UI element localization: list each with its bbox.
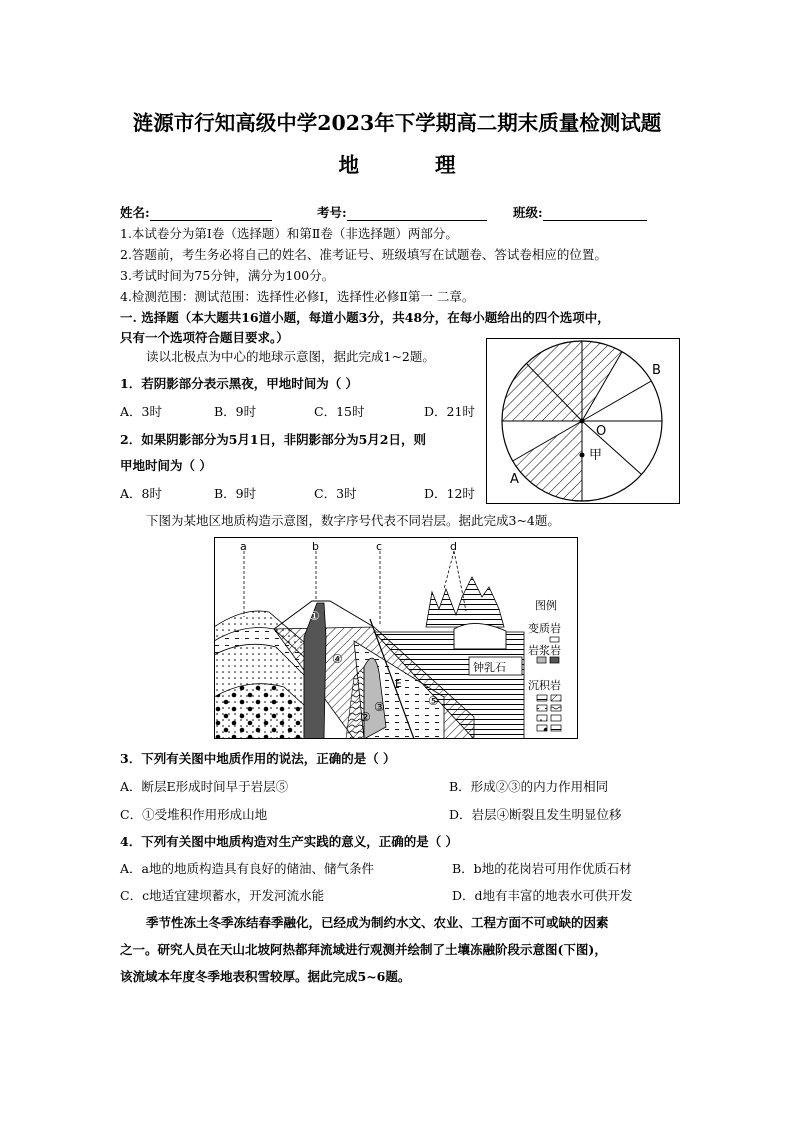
shaded-sector-bottom [513,421,582,501]
legend-swatch-sed-2 [551,695,561,701]
label-fault-E: E [395,677,402,690]
jia-point [580,453,585,458]
q4-option-b[interactable]: B．b地的花岗岩可用作优质石材 [452,861,632,876]
class-field[interactable] [513,203,647,221]
note-2: 2.答题前，考生务必将自己的姓名、准考证号、班级填写在试题卷、答试卷相应的位置。 [120,247,607,262]
q2-option-a[interactable]: A．8时 [120,486,162,501]
q2-stem-line2: 甲地时间为（ ） [120,458,212,473]
note-3: 3.考试时间为75分钟，满分为100分。 [120,268,335,283]
label-O: O [596,424,607,439]
legend-swatch-magma-1 [537,657,546,663]
label-A: A [510,472,519,487]
label-circle-2: ② [360,710,371,724]
q4-option-d[interactable]: D．d地有丰富的地表水可供开发 [452,888,633,903]
legend-swatch-sed-3 [537,705,547,711]
q4-option-a[interactable]: A．a地的地质构造具有良好的储油、储气条件 [120,861,374,876]
subject-char-right: 理 [435,153,456,177]
karst-mountains [426,577,504,627]
label-d: d [450,540,457,553]
group3-line3: 该流域本年度冬季地表积雪较厚。据此完成5~6题。 [120,969,411,984]
group3-line2: 之一。研究人员在天山北坡阿热都拜流域进行观测并绘制了土壤冻融阶段示意图(下图)， [120,942,607,957]
name-blank[interactable] [150,207,272,221]
note-1: 1.本试卷分为第Ⅰ卷（选择题）和第Ⅱ卷（非选择题）两部分。 [120,226,458,241]
q3-option-a[interactable]: A．断层E形成时间早于岩层⑤ [120,779,289,794]
q4-option-c[interactable]: C．c地适宜建坝蓄水，开发河流水能 [120,888,325,903]
geology-figure [214,537,578,739]
legend-swatch-sed-8 [551,725,561,731]
number-field[interactable] [317,203,487,221]
legend-swatch-magma-2 [550,657,559,663]
group2-intro: 下图为某地区地质构造示意图，数字序号代表不同岩层。据此完成3~4题。 [146,513,560,528]
label-circle-3: ③ [374,700,385,714]
q4-stem: 4．下列有关图中地质构造对生产实践的意义，正确的是（ ） [120,834,459,849]
label-jia: 甲 [589,448,603,463]
label-b: b [312,540,319,553]
q2-stem-line1: 2．如果阴影部分为5月1日，非阴影部分为5月2日，则 [120,432,426,447]
number-label: 考号: [317,205,347,220]
label-circle-5: ⑤ [428,694,439,708]
section1-heading-line1: 一. 选择题（本大题共16道小题，每道小题3分，共48分，在每小题给出的四个选项中， [120,310,610,325]
volcanic-intrusion-1 [304,603,326,739]
q1-stem: 1．若阴影部分表示黑夜，甲地时间为（ ） [120,376,359,391]
exam-title: 涟源市行知高级中学2023年下学期高二期末质量检测试题 [132,111,662,135]
label-c: c [376,540,383,553]
group1-intro: 读以北极点为中心的地球示意图，据此完成1~2题。 [146,349,435,364]
name-field[interactable] [120,203,272,221]
legend-sedimentary: 沉积岩 [528,679,561,692]
section1-heading-line2: 只有一个选项符合题目要求。） [120,330,289,345]
q2-option-b[interactable]: B．9时 [214,486,257,501]
q2-option-c[interactable]: C．3时 [314,486,357,501]
name-label: 姓名: [120,205,150,220]
note-4: 4.检测范围：测试范围：选择性必修Ⅰ，选择性必修Ⅱ第一 二章。 [120,289,475,304]
legend-title: 图例 [535,599,557,612]
ref-line-d2 [444,551,454,589]
subject-title [0,148,794,178]
q1-option-d[interactable]: D．21时 [424,404,475,419]
number-blank[interactable] [347,207,487,221]
class-label: 班级: [513,205,543,220]
q3-stem: 3．下列有关图中地质作用的说法，正确的是（ ） [120,751,396,766]
q3-option-c[interactable]: C．①受堆积作用形成山地 [120,807,268,822]
legend-magma: 岩浆岩 [528,644,561,657]
q2-option-d[interactable]: D．12时 [424,486,475,501]
q1-option-a[interactable]: A．3时 [120,404,162,419]
group3-line1: 季节性冻土冬季冻结春季融化，已经成为制约水文、农业、工程方面不可或缺的因素 [146,915,609,930]
label-stalactite: 钟乳石 [473,661,506,674]
subject-char-left: 地 [338,153,359,177]
label-circle-4: ④ [332,652,343,666]
q3-option-d[interactable]: D．岩层④断裂且发生明显位移 [449,807,622,822]
shaded-sector-top [502,341,622,421]
legend-swatch-sed-4 [551,705,561,711]
q1-option-c[interactable]: C．15时 [314,404,365,419]
class-blank[interactable] [543,207,647,221]
q1-option-b[interactable]: B．9时 [214,404,257,419]
label-a: a [240,540,247,553]
legend-metamorphic: 变质岩 [528,622,561,635]
pole-point [580,419,585,424]
legend-swatch-sed-5 [537,715,547,721]
legend-swatch-sed-7 [537,725,547,731]
legend-swatch-sed-1 [537,695,547,701]
label-B: B [652,363,661,378]
polar-figure [486,338,680,504]
q3-option-b[interactable]: B．形成②③的内力作用相同 [449,779,609,794]
label-circle-1: ① [309,609,320,623]
